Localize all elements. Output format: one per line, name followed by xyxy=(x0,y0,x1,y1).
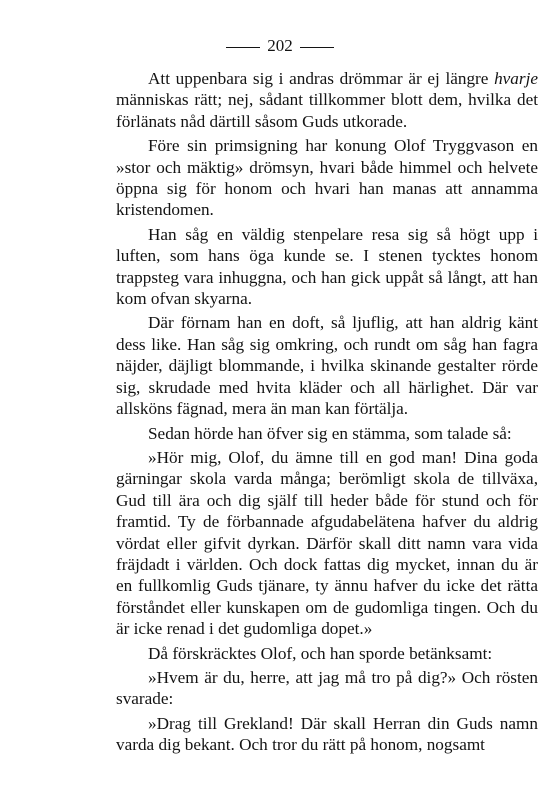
paragraph: Han såg en väldig stenpelare resa sig så högt upp i luften, som hans öga kunde se. I stenen tycktes honom trappsteg vara inhuggna, och han gick uppåt så långt, att han kom ofvan skyarna. xyxy=(116,224,538,309)
paragraph: Där förnam han en doft, så ljuflig, att han aldrig känt dess like. Han såg sig omkring, och rundt om såg han fagra näjder, däjligt blommande, i hvilka skinande gestalter rörde sig, skrudade med hvita kläder och all härlighet. Där var allsköns fägnad, mera än man kan förtälja. xyxy=(116,313,538,419)
header-rule-left xyxy=(226,47,260,48)
paragraph: »Hvem är du, herre, att jag må tro på dig?» Och rösten svarade: xyxy=(116,667,538,709)
paragraph: Före sin primsigning har konung Olof Tryggvason en »stor och mäktig» drömsyn, hvari både himmel och helvete öppna sig för honom och hvari han manas att annamma kristendomen. xyxy=(116,136,538,220)
paragraph: Att uppenbara sig i andras drömmar är ej längre hvarje människas rätt; nej, sådant tillkommer blott dem, hvilka det förlänats nåd därtill såsom Guds utkorade. xyxy=(116,69,538,131)
paragraph: Då förskräcktes Olof, och han sporde betänksamt: xyxy=(148,643,493,663)
paragraph: »Hör mig, Olof, du ämne till en god man! Dina goda gärningar skola varda många; berömligt skola de tillväxa, Gud till ära och dig själf till heder både för stund och för framtid. Ty de förbannade afgudabelätena hafver du aldrig vördat eller gifvit dyrkan. Därför skall ditt namn vara vida fräjdadt i världen. Och dock fattas dig mycket, innan du är en fullkomlig Guds tjänare, ty ännu hafver du icke det rätta förståndet eller kunskapen om de gudomliga tingen. Och du är icke renad i det gudomliga dopet.» xyxy=(116,447,538,639)
emphasis: hvarje xyxy=(494,69,538,88)
page-header xyxy=(0,36,560,56)
page-number: 202 xyxy=(267,36,293,55)
body-text xyxy=(116,68,538,759)
header-rule-right xyxy=(300,47,334,48)
paragraph: »Drag till Grekland! Där skall Herran din Guds namn varda dig bekant. Och tror du rätt på honom, nogsamt xyxy=(116,713,538,755)
paragraph: Sedan hörde han öfver sig en stämma, som talade så: xyxy=(148,423,512,443)
